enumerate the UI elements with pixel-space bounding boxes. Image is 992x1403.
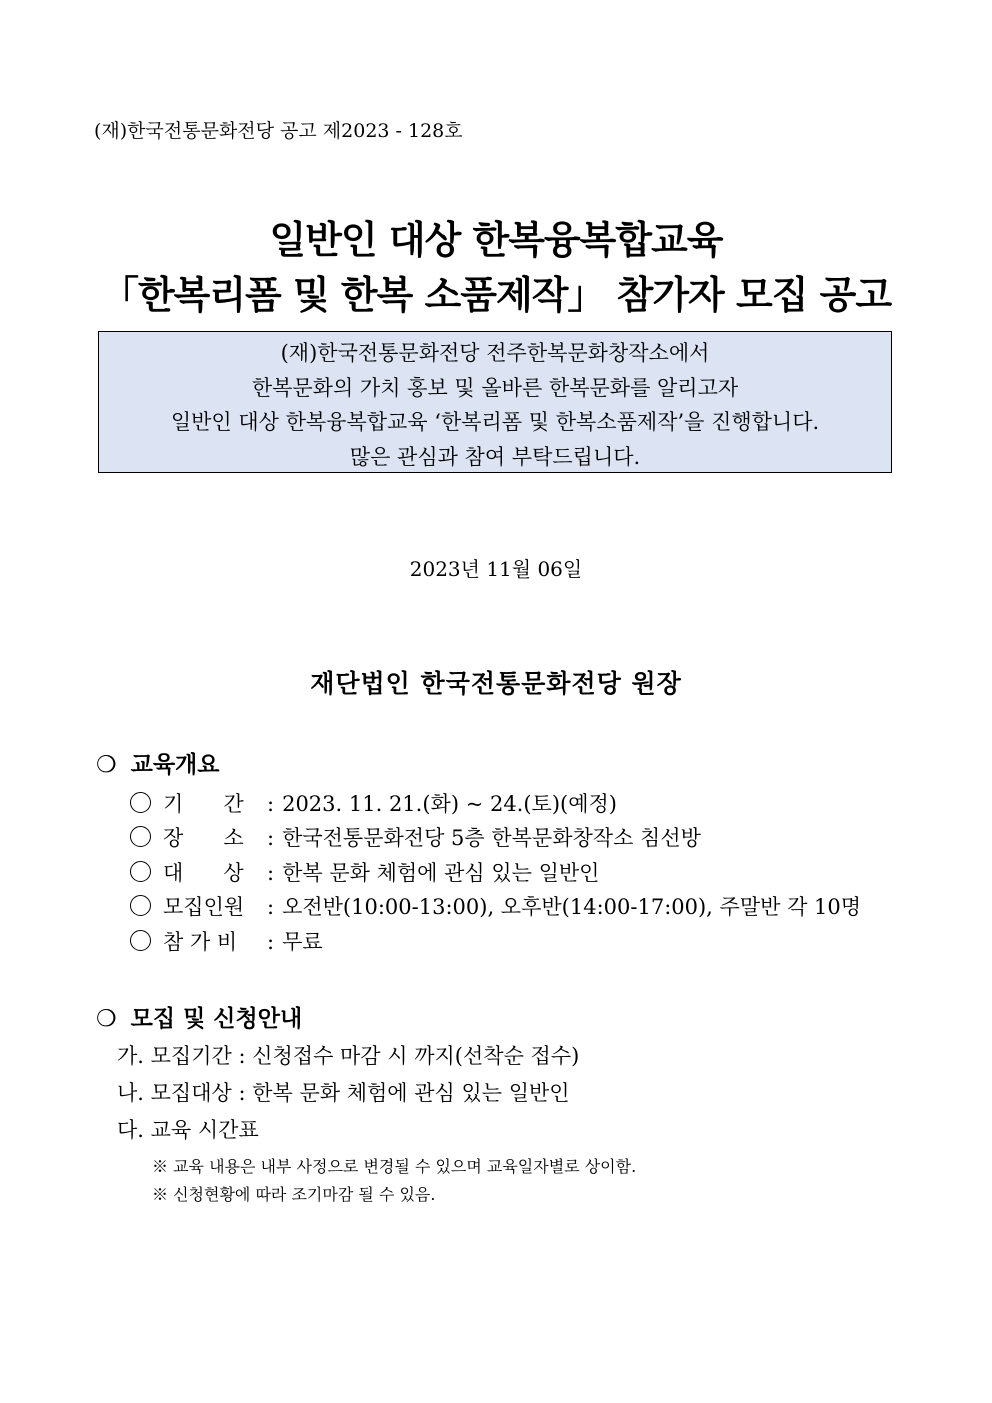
row-value: 무료 [282, 930, 323, 954]
circle-bullet-icon [130, 826, 151, 847]
row-label: 모집인원 [163, 895, 245, 919]
overview-row-recruitment [130, 891, 861, 921]
note-line: ※ 교육 내용은 내부 사정으로 변경될 수 있으며 교육일자별로 상이함. [152, 1157, 637, 1176]
overview-row-target [130, 857, 599, 887]
intro-line: (재)한국전통문화전당 전주한복문화창작소에서 [280, 341, 710, 365]
application-item: 가. 모집기간 : 신청접수 마감 시 까지(선착순 접수) [117, 1044, 580, 1068]
intro-box [98, 331, 892, 473]
row-value: 2023. 11. 21.(화) ~ 24.(토)(예정) [282, 792, 617, 816]
row-value: 오전반(10:00-13:00), 오후반(14:00-17:00), 주말반 각 10명 [282, 895, 862, 919]
circle-bullet-icon [130, 930, 151, 951]
circle-bullet-icon [130, 895, 151, 916]
colon-separator: : [267, 930, 275, 954]
row-label: 대 상 [163, 861, 244, 885]
title-line-1: 일반인 대상 한복융복합교육 [269, 218, 723, 262]
colon-separator: : [267, 792, 275, 816]
row-value: 한국전통문화전당 5층 한복문화창작소 침선방 [282, 826, 701, 850]
colon-separator: : [267, 861, 275, 885]
intro-line: 일반인 대상 한복융복합교육 ‘한복리폼 및 한복소품제작’을 진행합니다. [170, 410, 820, 434]
title-line-2: 「한복리폼 및 한복 소품제작」 참가자 모집 공고 [100, 273, 892, 317]
section-heading-text: 교육개요 [130, 751, 220, 778]
note-line: ※ 신청현황에 따라 조기마감 될 수 있음. [152, 1185, 436, 1204]
colon-separator: : [267, 826, 275, 850]
section-heading-overview [96, 746, 220, 779]
notice-number: (재)한국전통문화전당 공고 제2023 - 128호 [94, 120, 463, 142]
application-item: 다. 교육 시간표 [117, 1118, 259, 1142]
row-value: 한복 문화 체험에 관심 있는 일반인 [282, 861, 600, 885]
row-label: 장 소 [163, 826, 244, 850]
colon-separator: : [267, 895, 275, 919]
application-item: 나. 모집대상 : 한복 문화 체험에 관심 있는 일반인 [117, 1081, 570, 1105]
intro-line: 한복문화의 가치 홍보 및 올바른 한복문화를 알리고자 [251, 375, 739, 400]
section-heading-text: 모집 및 신청안내 [130, 1005, 303, 1032]
circle-bullet-icon [130, 861, 151, 882]
intro-line: 많은 관심과 참여 부탁드립니다. [349, 444, 641, 469]
issue-date: 2023년 11월 06일 [409, 557, 583, 581]
hollow-circle-bullet-icon: ❍ [96, 752, 117, 778]
row-label: 기 간 [163, 792, 244, 816]
overview-row-fee [130, 926, 323, 956]
circle-bullet-icon [130, 792, 151, 813]
row-label: 참 가 비 [163, 930, 238, 954]
overview-row-period [130, 788, 617, 818]
issuer: 재단법인 한국전통문화전당 원장 [310, 669, 682, 698]
overview-row-place [130, 822, 701, 852]
hollow-circle-bullet-icon: ❍ [96, 1006, 117, 1032]
section-heading-application [96, 1000, 302, 1033]
